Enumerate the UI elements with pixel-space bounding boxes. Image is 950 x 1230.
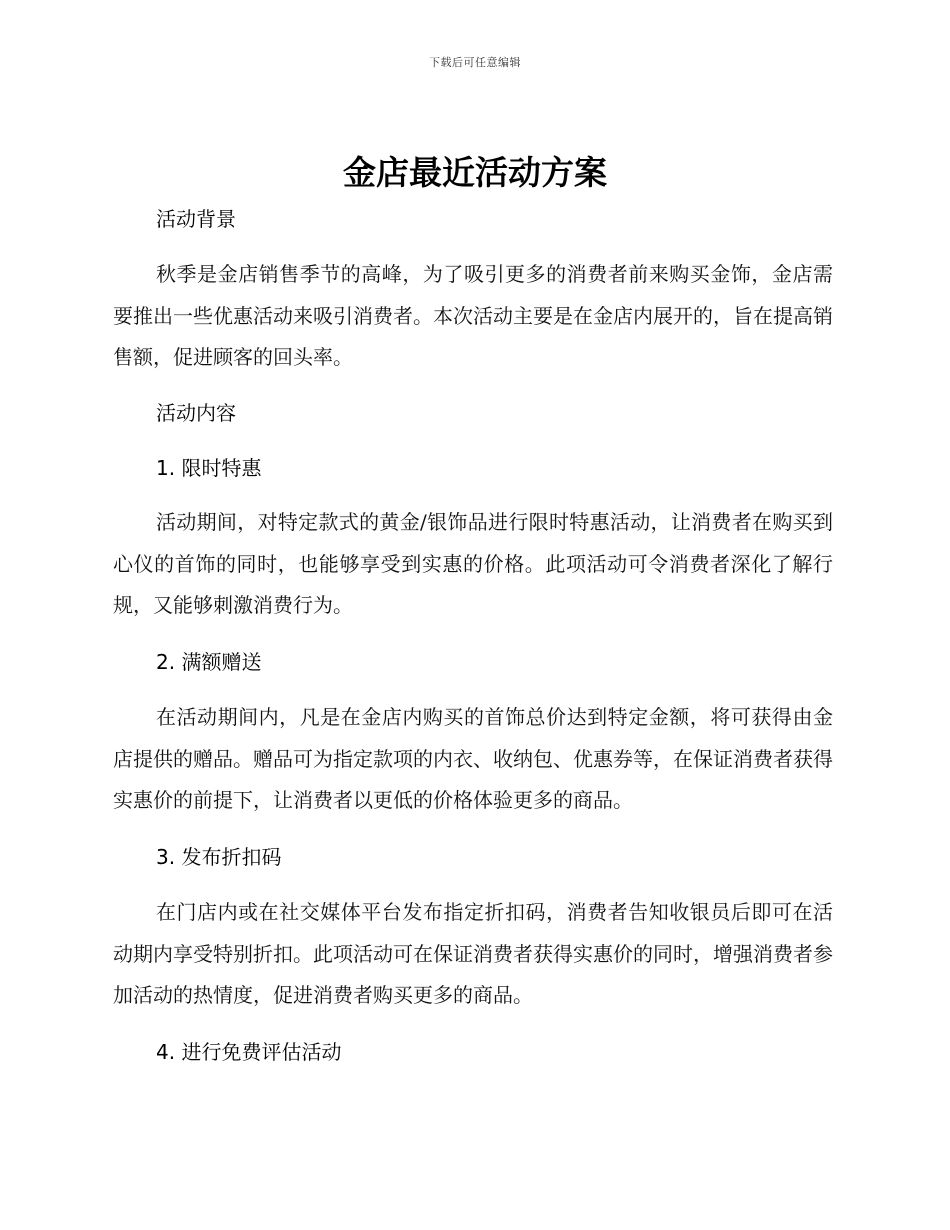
section-heading-free-appraisal: 4. 进行免费评估活动 <box>156 1040 342 1064</box>
section-paragraph-background: 秋季是金店销售季节的高峰，为了吸引更多的消费者前来购买金饰，金店需要推出一些优惠活动来吸引消费者。本次活动主要是在金店内展开的，旨在提高销售额，促进顾客的回头率。 <box>113 262 833 369</box>
section-paragraph-limited-offer: 活动期间，对特定款式的黄金/银饰品进行限时特惠活动，让消费者在购买到心仪的首饰的同时，也能够享受到实惠的价格。此项活动可令消费者深化了解行规，又能够刺激消费行为。 <box>113 510 833 617</box>
document-title: 金店最近活动方案 <box>343 153 607 192</box>
section-heading-discount-code: 3. 发布折扣码 <box>156 845 282 869</box>
section-heading-background: 活动背景 <box>156 207 236 231</box>
section-heading-gift: 2. 满额赠送 <box>156 650 262 674</box>
section-paragraph-discount-code: 在门店内或在社交媒体平台发布指定折扣码，消费者告知收银员后即可在活动期内享受特别折扣。此项活动可在保证消费者获得实惠价的同时，增强消费者参加活动的热情度，促进消费者购买更多的商品。 <box>113 900 833 1007</box>
section-heading-limited-offer: 1. 限时特惠 <box>156 456 262 480</box>
page-header-note: 下载后可任意编辑 <box>429 56 521 69</box>
section-paragraph-gift: 在活动期间内，凡是在金店内购买的首饰总价达到特定金额，将可获得由金店提供的赠品。赠品可为指定款项的内衣、收纳包、优惠券等，在保证消费者获得实惠价的前提下，让消费者以更低的价格体验更多的商品。 <box>113 705 833 812</box>
section-heading-content: 活动内容 <box>156 401 236 425</box>
